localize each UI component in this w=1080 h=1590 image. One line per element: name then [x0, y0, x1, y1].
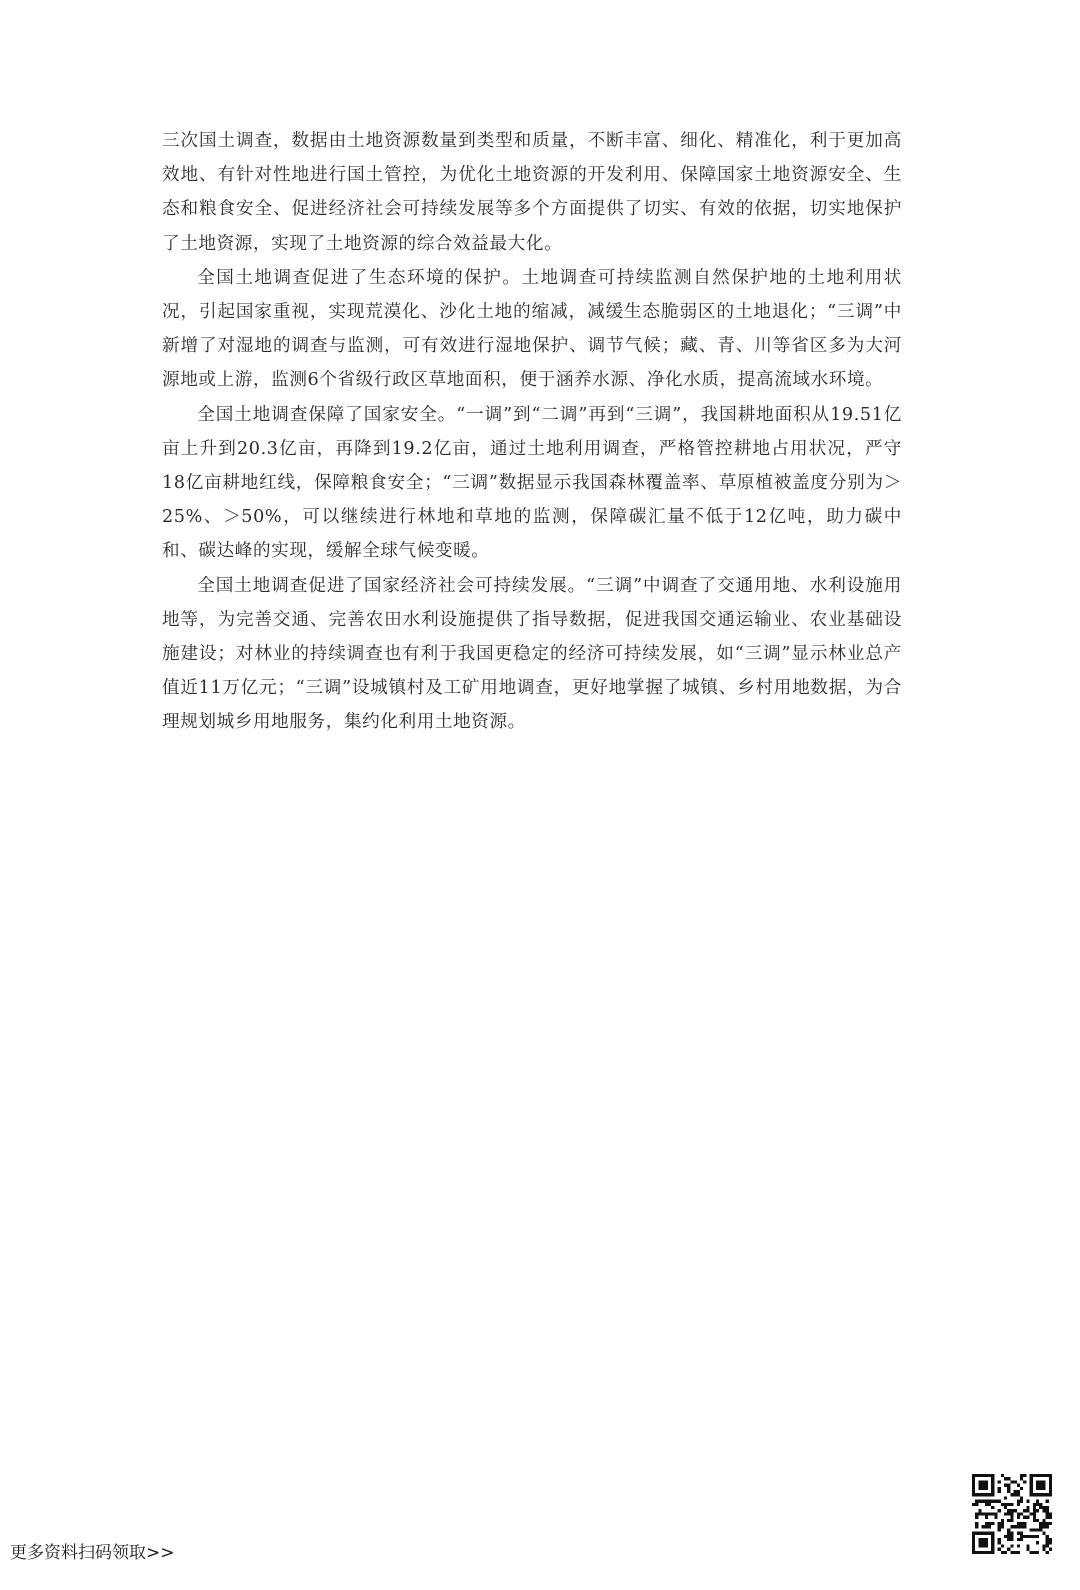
document-body: [162, 124, 902, 740]
qr-code-graphic: [972, 1474, 1052, 1554]
paragraph-continuation: 三次国土调查，数据由土地资源数量到类型和质量，不断丰富、细化、精准化，利于更加高效地、有针对性地进行国土管控，为优化土地资源的开发利用、保障国家土地资源安全、生态和粮食安全、促进经济社会可持续发展等多个方面提供了切实、有效的依据，切实地保护了土地资源，实现了土地资源的综合效益最大化。: [162, 131, 902, 254]
paragraph-economy: 全国土地调查促进了国家经济社会可持续发展。“三调”中调查了交通用地、水利设施用地等，为完善交通、完善农田水利设施提供了指导数据，促进我国交通运输业、农业基础设施建设；对林业的持续调查也有利于我国更稳定的经济可持续发展，如“三调”显示林业总产值近11万亿元；“三调”设城镇村及工矿用地调查，更好地掌握了城镇、乡村用地数据，为合理规划城乡用地服务，集约化利用土地资源。: [162, 575, 902, 733]
paragraph-ecology: 全国土地调查促进了生态环境的保护。土地调查可持续监测自然保护地的土地利用状况，引起国家重视，实现荒漠化、沙化土地的缩减，减缓生态脆弱区的土地退化；“三调”中新增了对湿地的调查与监测，可有效进行湿地保护、调节气候；藏、青、川等省区多为大河源地或上游，监测6个省级行政区草地面积，便于涵养水源、净化水质，提高流域水环境。: [162, 267, 902, 391]
paragraph-security: 全国土地调查保障了国家安全。“一调”到“二调”再到“三调”，我国耕地面积从19.51亿亩上升到20.3亿亩，再降到19.2亿亩，通过土地利用调查，严格管控耕地占用状况，严守18亿亩耕地红线，保障粮食安全；“三调”数据显示我国森林覆盖率、草原植被盖度分别为＞25%、＞50%，可以继续进行林地和草地的监测，保障碳汇量不低于12亿吨，助力碳中和、碳达峰的实现，缓解全球气候变暖。: [162, 404, 902, 562]
more-resources-link[interactable]: 更多资料扫码领取>>: [10, 1543, 175, 1563]
qr-code-icon[interactable]: [972, 1474, 1052, 1554]
